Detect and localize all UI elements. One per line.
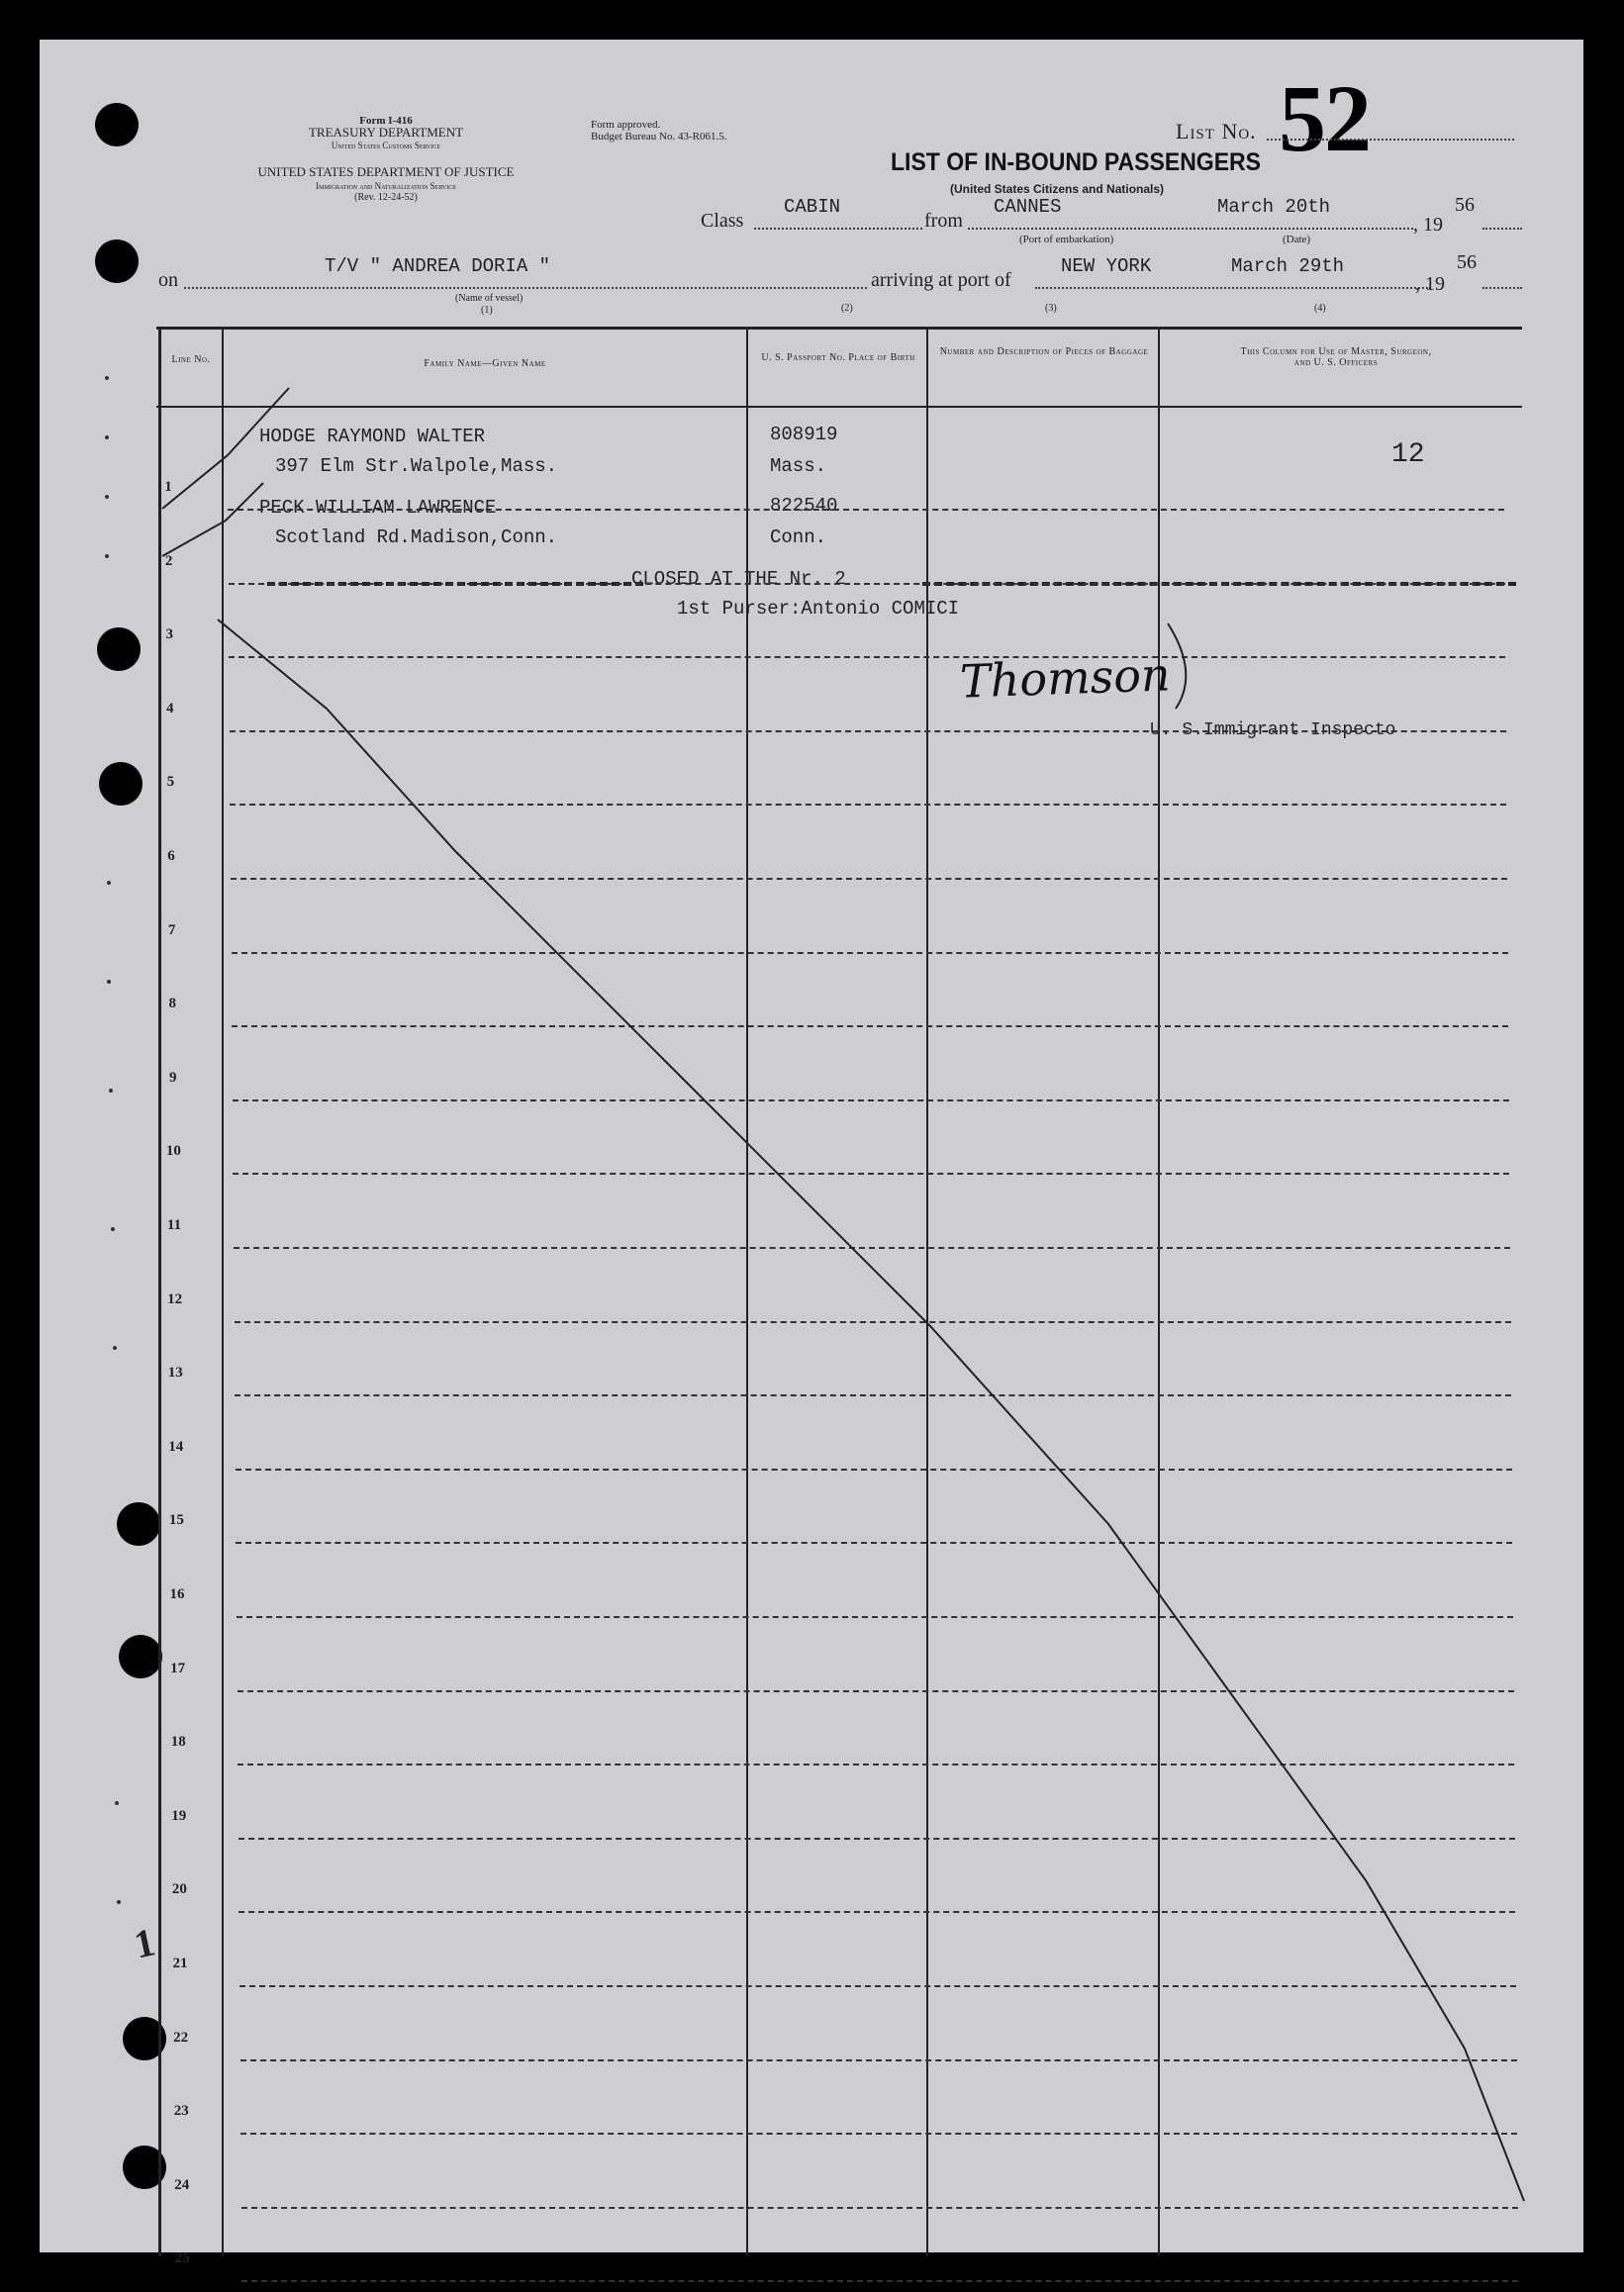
line-number: 24 [174,2176,190,2193]
inspector-signature: Thomson [959,647,1172,709]
check-mark-1 [162,388,289,509]
officer-note: 12 [1391,439,1425,470]
line-number: 5 [166,774,175,791]
purser-name: 1st Purser:Antonio COMICI [677,598,960,620]
year-prefix-1: , 19 [1413,214,1443,236]
caption-2: (2) [841,303,853,314]
line-number: 8 [168,996,176,1012]
list-number: 52 [1279,65,1370,171]
line-number: 10 [165,1143,181,1160]
form-number: Form I-416 [359,115,413,127]
embark-port: CANNES [994,196,1062,218]
line-number: 1 [164,479,172,495]
line-number: 18 [170,1734,186,1751]
list-no-label: List No. [1176,119,1257,143]
line-number: 11 [166,1217,182,1233]
line-number: 21 [172,1956,188,1971]
line-number: 20 [171,1881,187,1898]
budget-bureau: Budget Bureau No. 43-R061.5. [591,131,727,143]
col-header-line: Line No. [171,354,211,365]
passenger-2-name: PECK WILLIAM LAWRENCE [259,497,497,519]
line-number: 12 [167,1290,183,1307]
arriving-label: arriving at port of [871,269,1011,291]
class-value: CABIN [784,196,841,218]
on-label: on [158,269,178,291]
col-header-officers: This Column for Use of Master, Surgeon, and U. S. Officers [1240,346,1432,368]
col-header-name: Family Name—Given Name [424,358,546,369]
date-caption: (Date) [1283,234,1311,245]
line-number: 4 [166,700,174,716]
signature-flourish [1168,623,1186,709]
line-number: 22 [173,2029,189,2046]
line-number: 15 [168,1512,184,1529]
line-number: 3 [165,626,173,643]
form-subtitle: (United States Citizens and Nationals) [950,182,1165,196]
col-header-passport: U. S. Passport No. Place of Birth [761,352,915,363]
arrival-port: NEW YORK [1061,255,1152,277]
class-label: Class [701,210,744,232]
year-2: 56 [1457,251,1477,273]
passenger-1-birth: Mass. [770,455,827,477]
passenger-2-birth: Conn. [770,526,827,548]
inspector-title: U. S.Immigrant Inspecto [1150,720,1396,740]
justice-dept: UNITED STATES DEPARTMENT OF JUSTICE [257,164,515,179]
treasury-dept: TREASURY DEPARTMENT [308,125,464,140]
customs-service: United States Customs Service [331,141,441,150]
passenger-1-passport: 808919 [770,424,838,445]
caption-4: (4) [1314,303,1326,314]
passenger-1-address: 397 Elm Str.Walpole,Mass. [275,455,558,477]
passenger-manifest-page [40,40,1583,2267]
line-number: 16 [169,1586,185,1602]
embark-date: March 20th [1217,196,1331,218]
col-header-baggage: Number and Description of Pieces of Baggage [939,346,1149,357]
closing-text: CLOSED AT THE Nr. 2 [631,568,846,590]
line-number: 2 [164,552,173,569]
caption-3: (3) [1045,303,1057,314]
arrival-date: March 29th [1231,255,1345,277]
form-approved: Form approved. [591,119,661,131]
revision: (Rev. 12-24-52) [354,192,418,203]
caption-1: (1) [481,305,493,316]
line-number: 17 [170,1660,186,1676]
line-number: 23 [173,2103,189,2120]
year-1: 56 [1455,194,1475,216]
line-number: 6 [167,848,175,864]
from-label: from [924,210,963,232]
margin-mark: 1 [130,1919,159,1967]
ins-service: Immigration and Naturalization Service [316,181,456,191]
line-number: 13 [167,1365,183,1382]
port-embark-caption: (Port of embarkation) [1019,234,1114,245]
row-separator [241,2280,1518,2282]
vessel-name: T/V " ANDREA DORIA " [325,255,551,277]
passenger-1-name: HODGE RAYMOND WALTER [259,426,486,447]
line-number: 19 [171,1807,187,1824]
passenger-2-address: Scotland Rd.Madison,Conn. [275,526,558,548]
line-number: 9 [169,1069,177,1086]
form-title: LIST OF IN-BOUND PASSENGERS [891,148,1261,176]
line-number: 7 [167,921,176,938]
passenger-2-passport: 822540 [770,495,838,517]
line-number: 14 [168,1438,184,1455]
cancel-diagonal-line [218,620,1524,2201]
year-prefix-2: , 19 [1415,273,1445,295]
pen-strokes [40,40,1583,2252]
line-number: 25 [174,2250,190,2267]
check-mark-2 [162,483,263,556]
vessel-caption: (Name of vessel) [455,293,524,304]
